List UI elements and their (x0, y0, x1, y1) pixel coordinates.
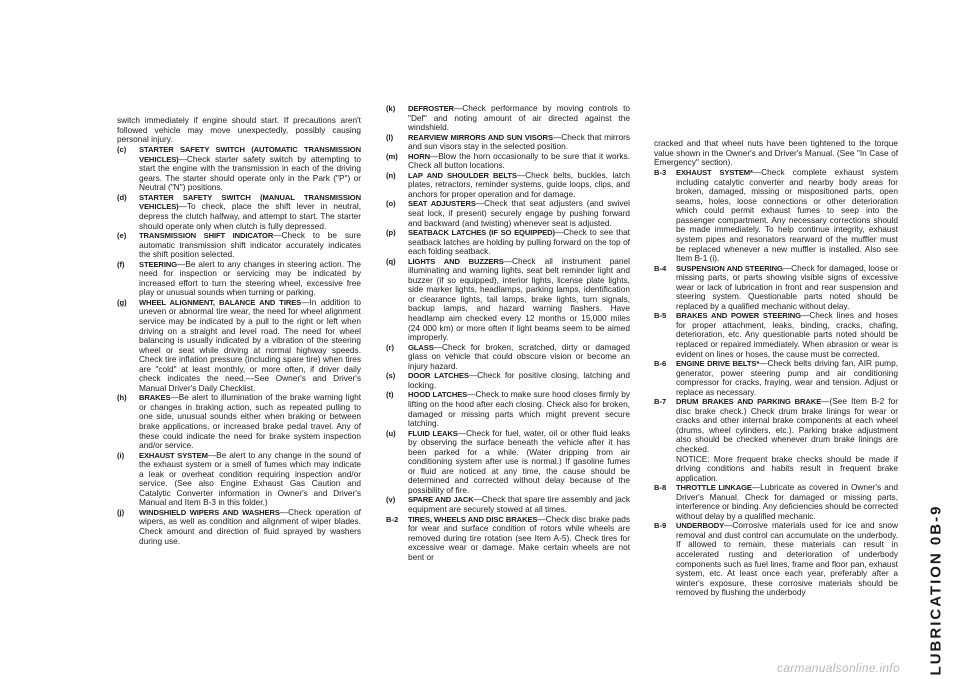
checklist-item (654, 397, 898, 454)
checklist-item (654, 168, 898, 263)
item-text: —Corrosive materials used for ice and snow removal and dust control can accumulate on the underbody. If allowed to remain, these materials can result in accelerated rusting and deterioration of underbody components such as fuel lines, frame and floor pan, exhaust system, etc. At least once each year, preferably after a winter's exposure, these corrosive materials should be removed by flushing the underbody (676, 520, 898, 598)
checklist-item (386, 171, 630, 200)
item-text: —In addition to uneven or abnormal tire wear, the need for wheel alignment service may be indicated by a pull to the right or left when driving on a straight and level road. The need for wheel balancing is usually indicated by a vibration of the steering wheel or seat while driving at normal highway speeds. Check tire inflation pressure (including spare tire) when tires are "cold" at least monthly, or more often, if driver daily check indicates the need.—See Owner's and Driver's Manual Driver's Daily Checklist. (139, 296, 361, 393)
item-heading: WINDSHIELD WIPERS AND WASHERS (139, 507, 280, 517)
item-marker: (s) (386, 371, 396, 381)
checklist-item (117, 451, 361, 508)
item-text: —Check to be sure automatic transmission shift indicator accurately indicates the shift position selected. (139, 230, 361, 260)
checklist-item (386, 495, 630, 514)
item-heading: TRANSMISSION SHIFT INDICATOR (139, 231, 274, 241)
item-heading: THROTTLE LINKAGE (676, 483, 752, 493)
checklist-item (117, 508, 361, 546)
item-marker: (e) (117, 231, 127, 241)
item-heading: EXHAUST SYSTEM* (676, 168, 753, 178)
item-marker: (j) (117, 507, 125, 517)
item-heading: GLASS (408, 342, 434, 352)
section-side-tab (926, 504, 946, 676)
item-marker: (r) (386, 342, 395, 352)
item-heading: UNDERBODY (676, 521, 725, 531)
item-marker: (n) (386, 170, 396, 180)
item-marker: (t) (386, 390, 394, 400)
item-marker: (k) (386, 104, 396, 113)
item-marker: (d) (117, 192, 127, 202)
checklist-item (386, 199, 630, 228)
column-3 (654, 139, 898, 598)
item-heading: HOOD LATCHES (408, 390, 468, 400)
item-heading: STARTER SAFETY SWITCH (AUTOMATIC TRANSMISSION VEHICLES) (139, 145, 361, 164)
item-marker: (f) (117, 259, 125, 269)
item-marker: (h) (117, 393, 127, 403)
checklist-item (386, 152, 630, 171)
item-marker: B-3 (654, 168, 667, 178)
item-heading: EXHAUST SYSTEM (139, 450, 208, 460)
watermark: carmanualsonline.info (776, 661, 900, 675)
item-marker: B-5 (654, 311, 667, 321)
item-marker: (l) (386, 132, 394, 142)
checklist-item (386, 133, 630, 152)
item-text: —Blow the horn occasionally to be sure that it works. Check all button locations. (408, 150, 630, 171)
paragraph (654, 455, 898, 484)
item-text: —Be alert to any changes in steering action. The need for inspection or servicing may be indicated by increased effort to turn the steering wheel, excessive free play or unusual sounds when turning or parking. (139, 258, 361, 298)
item-heading: SUSPENSION AND STEERING (676, 263, 783, 273)
checklist-item (654, 521, 898, 597)
checklist-item (654, 483, 898, 521)
checklist-item (386, 343, 630, 372)
item-text: —Check belts, buckles, latch plates, retractors, reminder systems, guide loops, clips, and anchors for proper operation and for damage. (408, 169, 630, 199)
item-text: —Check that seat adjusters (and swivel seat lock, if present) securely engage by pushing forward and backward (and twisting) whenever seat is adjusted. (408, 198, 630, 228)
checklist-item (117, 298, 361, 393)
item-heading: LAP AND SHOULDER BELTS (408, 170, 517, 180)
item-text: —Check starter safety switch by attempting to start the engine with the transmission in each of the driving gears. The starter should operate only in the Park ("P") or Neutral ("N") positions. (139, 153, 361, 193)
item-text: —Be alert to any change in the sound of the exhaust system or a smell of fumes which may indicate a leak or overheat condition requiring inspection and/or service. (See also Engine Exhaust Gas Caution and Catalytic Converter information in Owner's and Driver's Manual and Item B-3 in this folder.) (139, 449, 361, 508)
item-marker: (p) (386, 228, 396, 238)
item-text: —Lubricate as covered in Owner's and Driver's Manual. Check for damaged or missing parts, interference or binding. Any deficiencies should be corrected without delay by a qualified mechanic. (676, 482, 898, 521)
checklist-item (386, 257, 630, 343)
checklist-item (386, 228, 630, 257)
item-heading: ENGINE DRIVE BELTS* (676, 359, 760, 369)
item-text: —Check belts driving fan, AIR pump, generator, power steering pump and air conditioning compressor for cracks, fraying, wear and tension. Adjust or replace as necessary. (676, 358, 898, 397)
item-heading: SPARE AND JACK (408, 495, 474, 505)
item-text: —Check all instrument panel illuminating and warning lights, seat belt reminder light and buzzer (if so equipped), interior lights, license plate lights, side marker lights, headlamps, parking lamps, identification or clearance lights, tail lamps, brake lights, turn signals, backup lamps, and hazard warning flashers. Have headlamp aim checked every 12 months or 15,000 miles (24 000 km) or more often if light beams seem to be aimed improperly. (408, 255, 630, 343)
item-marker: (u) (386, 428, 396, 438)
checklist-item (386, 371, 630, 390)
item-text: —Check operation of wipers, as well as condition and alignment of wiper blades. Check amount and direction of fluid sprayed by washers during use. (139, 506, 361, 546)
item-text: —Check to make sure hood closes firmly by lifting on the hood after each closing. Check also for broken, damaged or missing parts which might prevent secure latching. (408, 389, 630, 429)
item-heading: FLUID LEAKS (408, 428, 458, 438)
item-heading: WHEEL ALIGNMENT, BALANCE AND TIRES (139, 297, 302, 307)
item-heading: DRUM BRAKES AND PARKING BRAKE (676, 397, 822, 407)
item-heading: LIGHTS AND BUZZERS (408, 256, 504, 266)
item-marker: B-8 (654, 483, 667, 493)
column-2 (386, 104, 630, 562)
paragraph-text: NOTICE: More frequent brake checks should be made if driving conditions and habits result in frequent brake application. (676, 453, 898, 483)
item-text: —Check for broken, scratched, dirty or damaged glass on vehicle that could obscure vision or become an injury hazard. (408, 341, 630, 371)
item-text: —Check complete exhaust system including catalytic converter and nearby body areas for broken, damaged, missing or mispositioned parts, open seams, holes, loose connections or other deterioration which could permit exhaust fumes to seep into the passenger compartment. Any necessary corrections should be made immediately. To help continue integrity, exhaust system pipes and resonators rearward of the muffler must be replaced whenever a new muffler is installed. Also see Item B-1 (i). (676, 167, 898, 264)
checklist-item (654, 264, 898, 312)
item-heading: REARVIEW MIRRORS AND SUN VISORS (408, 132, 553, 142)
item-text: —Check to see that seatback latches are holding by pulling forward on the top of each folding seatback. (408, 227, 630, 257)
checklist-item (117, 231, 361, 260)
item-text: —Check for fuel, water, oil or other fluid leaks by observing the surface beneath the vehicle after it has been parked for a while. (Water dripping from air conditioning system after use is normal.) If gasoline fumes or fluid are noticed at any time, the cause should be determined and corrected without delay because of the possibility of fire. (408, 427, 630, 495)
item-marker: (v) (386, 495, 396, 505)
item-text: —Check performance by moving controls to "Def" and noting amount of air directed against the windshield. (408, 103, 630, 133)
item-heading: DOOR LATCHES (408, 371, 469, 381)
item-marker: (o) (386, 199, 396, 209)
item-marker: B-7 (654, 397, 667, 407)
item-heading: TIRES, WHEELS AND DISC BRAKES (408, 514, 538, 524)
checklist-item (386, 104, 630, 133)
item-marker: B-4 (654, 263, 667, 273)
item-marker: B-6 (654, 359, 667, 369)
item-heading: STARTER SAFETY SWITCH (MANUAL TRANSMISSION VEHICLES) (139, 192, 361, 212)
checklist-item (386, 390, 630, 428)
checklist-item (117, 193, 361, 231)
item-heading: STEERING (139, 259, 178, 269)
item-text: —Check for damaged, loose or missing parts, or parts showing visible signs of excessive wear or lack of lubrication in front and rear suspension and steering system. Questionable parts noted should be replaced by a qualified mechanic without delay. (676, 262, 898, 311)
item-marker: B-9 (654, 521, 667, 531)
item-heading: SEATBACK LATCHES (IF SO EQUIPPED) (408, 228, 555, 238)
paragraph-text: cracked and that wheel nuts have been tightened to the torque value shown in the Owner's and Driver's Manual. (See "In Case of Emergency" section). (654, 138, 898, 168)
item-text: —Check that spare tire assembly and jack equipment are securely stowed at all times. (408, 494, 631, 514)
item-heading: SEAT ADJUSTERS (408, 199, 476, 209)
item-marker: (g) (117, 297, 127, 307)
item-marker: B-2 (386, 514, 399, 524)
item-text: —(See Item B-2 for disc brake check.) Check drum brake linings for wear or cracks and other internal brake components at each wheel (drums, wheel cylinders, etc.). Parking brake adjustment also should be checked whenever drum brake linings are checked. (676, 396, 899, 454)
item-text: —Check for positive closing, latching and locking. (408, 370, 630, 390)
checklist-item (117, 393, 361, 450)
item-heading: BRAKES (139, 393, 171, 403)
item-text: —Check disc brake pads for wear and surface condition of rotors while wheels are removed during tire rotation (see Item A-5). Check tires for excessive wear or damage. Make certain wheels are not bent or (408, 513, 631, 562)
item-text: —Be alert to illumination of the brake warning light or changes in braking action, such as repeated pulling to one side, unusual sounds either when braking or between brake applications, or increased brake pedal travel. Any of these could indicate the need for brake system inspection and/or service. (139, 392, 361, 451)
item-marker: (q) (386, 256, 396, 266)
checklist-item (117, 260, 361, 298)
paragraph (654, 139, 898, 168)
checklist-item (117, 145, 361, 193)
item-marker: (i) (117, 450, 125, 460)
item-text: —To check, place the shift lever in neutral, depress the clutch halfway, and attempt to start. The starter should operate only when clutch is fully depressed. (139, 201, 361, 231)
paragraph (117, 116, 361, 145)
checklist-item (386, 429, 630, 496)
paragraph-text: switch immediately if engine should start. If precautions aren't followed vehicle may move unexpectedly, possibly causing personal injury. (117, 115, 361, 145)
item-text: —Check lines and hoses for proper attachment, leaks, binding, cracks, chafing, deterioration, etc. Any questionable parts noted should be replaced or repaired immediately. When abrasion or wear is evident on lines or hoses, the cause must be corrected. (676, 310, 899, 359)
checklist-item (654, 359, 898, 397)
item-marker: (c) (117, 145, 127, 155)
item-text: —Check that mirrors and sun visors stay in the selected position. (408, 131, 630, 152)
checklist-item (386, 515, 630, 563)
item-heading: BRAKES AND POWER STEERING (676, 311, 801, 321)
item-marker: (m) (386, 151, 398, 161)
section-side-tab-label: LUBRICATION 0B-9 (927, 504, 945, 676)
checklist-item (654, 311, 898, 359)
column-1 (117, 116, 361, 546)
item-heading: DEFROSTER (408, 104, 454, 113)
item-heading: HORN (408, 151, 430, 161)
